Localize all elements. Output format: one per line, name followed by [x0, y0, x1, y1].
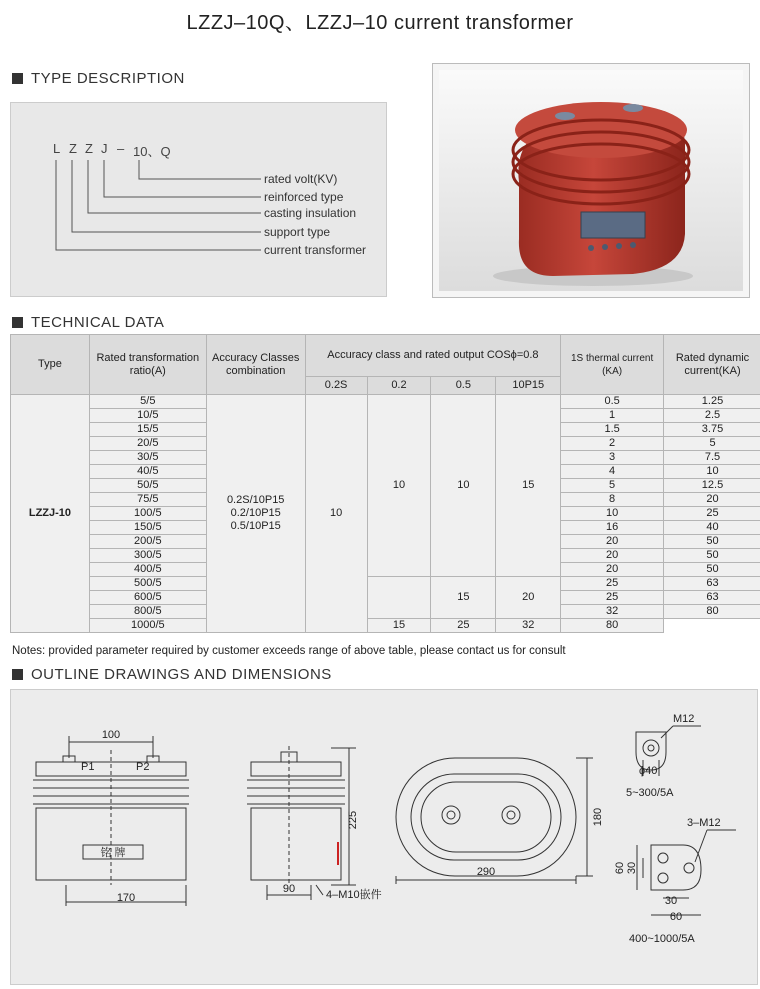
type-label: reinforced type — [264, 190, 343, 204]
dynamic-cell: 20 — [664, 493, 760, 507]
classes-line: 0.5/10P15 — [207, 520, 305, 533]
header-classes: Accuracy Classes combination — [206, 335, 305, 395]
section-title: TYPE DESCRIPTION — [31, 70, 185, 87]
ratio-cell: 75/5 — [89, 493, 206, 507]
table-row — [11, 395, 760, 409]
thermal-cell: 1.5 — [561, 423, 664, 437]
output-cell: 15 — [431, 577, 496, 619]
dim-label: 90 — [283, 883, 295, 895]
classes-cell — [206, 395, 305, 633]
header-accuracy-group: Accuracy class and rated output COSϕ=0.8 — [305, 335, 561, 377]
outline-drawings-panel — [10, 689, 758, 985]
output-cell: 15 — [367, 619, 431, 633]
header-ratio: Rated transformation ratio(A) — [89, 335, 206, 395]
ratio-cell: 10/5 — [89, 409, 206, 423]
ratio-cell: 600/5 — [89, 591, 206, 605]
dim-label: 290 — [477, 866, 495, 878]
thermal-cell: 25 — [561, 577, 664, 591]
code-char: Z — [85, 141, 93, 156]
type-label: support type — [264, 225, 330, 239]
outline-heading — [12, 666, 332, 683]
dim-label: 100 — [102, 729, 120, 741]
dynamic-cell: 80 — [664, 605, 760, 619]
code-char: – — [117, 141, 124, 156]
ratio-cell: 400/5 — [89, 563, 206, 577]
dynamic-cell: 25 — [664, 507, 760, 521]
bullet-square-icon — [12, 73, 23, 84]
dynamic-cell: 5 — [664, 437, 760, 451]
type-label: current transformer — [264, 243, 366, 257]
nameplate-label: 铭 牌 — [100, 845, 125, 859]
code-char: L — [53, 141, 60, 156]
output-cell: 15 — [496, 395, 561, 577]
dynamic-cell: 50 — [664, 549, 760, 563]
thermal-cell: 2 — [561, 437, 664, 451]
section-title: TECHNICAL DATA — [31, 314, 164, 331]
code-char: J — [101, 141, 108, 156]
ratio-cell: 20/5 — [89, 437, 206, 451]
dynamic-cell: 63 — [664, 577, 760, 591]
thermal-cell: 20 — [561, 549, 664, 563]
dim-label: 225 — [347, 811, 359, 829]
dynamic-cell: 40 — [664, 521, 760, 535]
thermal-cell: 16 — [561, 521, 664, 535]
ratio-cell: 40/5 — [89, 465, 206, 479]
thermal-cell: 32 — [561, 605, 664, 619]
thermal-cell: 1 — [561, 409, 664, 423]
thermal-cell: 5 — [561, 479, 664, 493]
thermal-cell: 20 — [561, 535, 664, 549]
ratio-cell: 30/5 — [89, 451, 206, 465]
dynamic-cell: 50 — [664, 535, 760, 549]
technical-data-heading — [12, 314, 164, 331]
range-label: 5~300/5A — [626, 787, 674, 799]
output-cell: 10 — [431, 395, 496, 577]
ratio-cell: 500/5 — [89, 577, 206, 591]
thermal-cell: 4 — [561, 465, 664, 479]
table-row — [11, 577, 760, 591]
dim-label: 60 — [670, 911, 682, 923]
bullet-square-icon — [12, 669, 23, 680]
dynamic-cell: 80 — [561, 619, 664, 633]
output-cell: 25 — [431, 619, 496, 633]
type-description-panel — [10, 102, 387, 297]
thermal-cell: 20 — [561, 563, 664, 577]
header-sub: 0.2S — [305, 377, 367, 395]
code-char: Z — [69, 141, 77, 156]
ratio-cell: 300/5 — [89, 549, 206, 563]
thermal-cell: 8 — [561, 493, 664, 507]
transformer-image — [433, 64, 749, 297]
ratio-cell: 50/5 — [89, 479, 206, 493]
dynamic-cell: 1.25 — [664, 395, 760, 409]
classes-line: 0.2S/10P15 — [207, 494, 305, 507]
code-char: 10、Q — [133, 141, 171, 160]
ratio-cell: 150/5 — [89, 521, 206, 535]
dim-label: 60 — [614, 862, 626, 874]
ratio-cell: 5/5 — [89, 395, 206, 409]
dim-label: 4–M10嵌件 — [326, 887, 382, 901]
dynamic-cell: 63 — [664, 591, 760, 605]
dim-label: P2 — [136, 761, 149, 773]
range-label: 400~1000/5A — [629, 933, 695, 945]
type-cell: LZZJ-10 — [11, 395, 90, 633]
dynamic-cell: 50 — [664, 563, 760, 577]
dim-label: 30 — [626, 862, 638, 874]
dynamic-cell: 3.75 — [664, 423, 760, 437]
thermal-cell: 0.5 — [561, 395, 664, 409]
type-label: rated volt(KV) — [264, 172, 337, 186]
header-sub: 0.5 — [431, 377, 496, 395]
ratio-cell: 1000/5 — [89, 619, 206, 633]
table-row — [11, 619, 760, 633]
output-cell: 10 — [367, 395, 431, 577]
table-note: Notes: provided parameter required by customer exceeds range of above table, please contact us for consult — [12, 645, 566, 657]
dim-label: 30 — [665, 895, 677, 907]
dynamic-cell: 10 — [664, 465, 760, 479]
dynamic-cell: 12.5 — [664, 479, 760, 493]
dim-label: 180 — [592, 808, 604, 826]
technical-data-table — [10, 334, 760, 633]
bullet-square-icon — [12, 317, 23, 328]
classes-line: 0.2/10P15 — [207, 507, 305, 520]
header-dynamic: Rated dynamic current(KA) — [664, 335, 760, 395]
header-sub: 0.2 — [367, 377, 431, 395]
dim-label: P1 — [81, 761, 94, 773]
type-description-heading — [12, 70, 185, 87]
thermal-cell: 3 — [561, 451, 664, 465]
thermal-cell: 10 — [561, 507, 664, 521]
dim-label: 170 — [117, 892, 135, 904]
ratio-cell: 800/5 — [89, 605, 206, 619]
ratio-cell: 200/5 — [89, 535, 206, 549]
outline-drawings — [11, 690, 757, 984]
dynamic-cell: 7.5 — [664, 451, 760, 465]
output-cell: 20 — [496, 577, 561, 619]
dim-label: 3–M12 — [687, 817, 721, 829]
thermal-cell: 25 — [561, 591, 664, 605]
ratio-cell: 15/5 — [89, 423, 206, 437]
page-title: LZZJ–10Q、LZZJ–10 current transformer — [0, 6, 760, 35]
ratio-cell: 100/5 — [89, 507, 206, 521]
output-cell — [367, 577, 431, 619]
header-sub: 10P15 — [496, 377, 561, 395]
output-cell: 10 — [305, 395, 367, 633]
dim-label: M12 — [673, 713, 694, 725]
dim-label: ϕ40 — [639, 765, 657, 777]
type-label: casting insulation — [264, 206, 356, 220]
section-title: OUTLINE DRAWINGS AND DIMENSIONS — [31, 666, 332, 683]
thermal-cell: 32 — [496, 619, 561, 633]
product-photo — [432, 63, 750, 298]
header-thermal: 1S thermal current (KA) — [561, 335, 664, 395]
header-type: Type — [11, 335, 90, 395]
dynamic-cell: 2.5 — [664, 409, 760, 423]
